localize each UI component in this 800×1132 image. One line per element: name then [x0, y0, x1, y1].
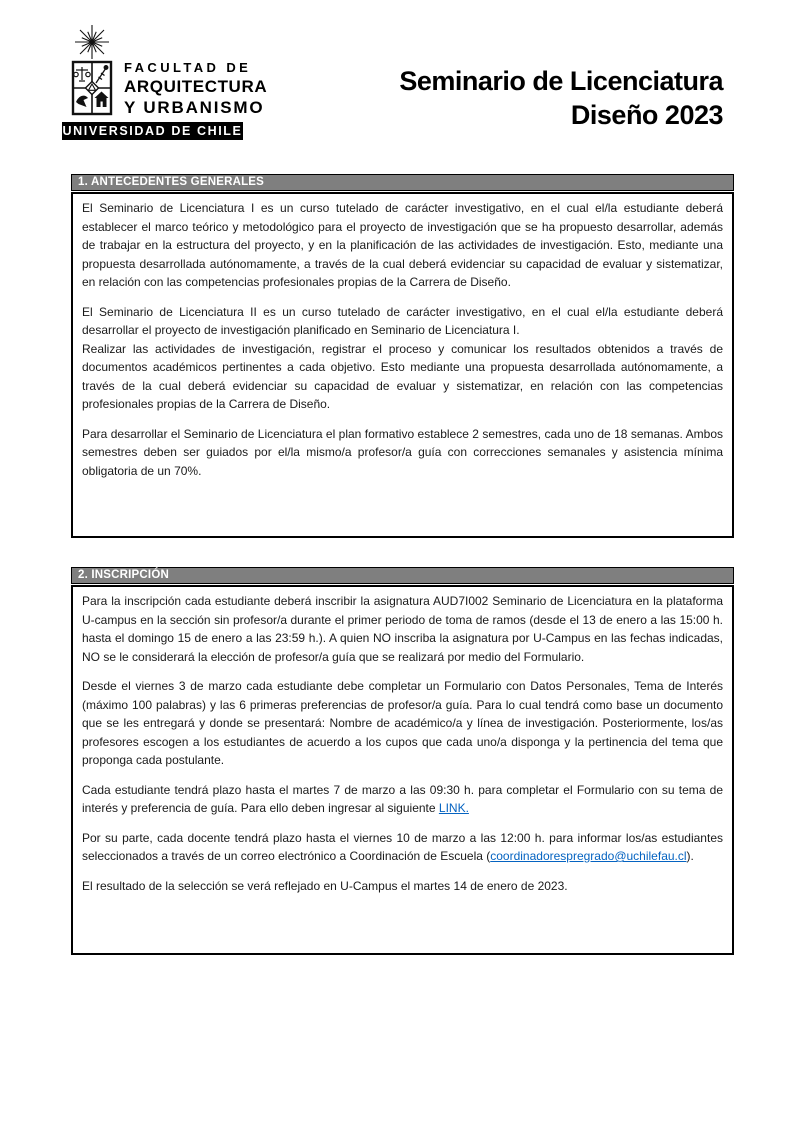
paragraph: Para la inscripción cada estudiante deberá inscribir la asignatura AUD7I002 Seminario de Licenciatura en la plataforma U-campus en la sección sin profesor/a durante el primer periodo de toma de ramos (desde el 13 de enero a las 15:00 h. hasta el domingo 15 de enero a las 23:59 h.). A quien NO inscriba la asignatura por U-Campus en las fechas indicadas, NO se le considerará la elección de profesor/a guía que se realizará por medio del Formulario.	[82, 594, 723, 664]
university-name-bar: UNIVERSIDAD DE CHILE	[62, 124, 243, 138]
faculty-name-line3: Y URBANISMO	[124, 98, 265, 117]
page-title	[399, 64, 723, 132]
paragraph	[82, 781, 723, 818]
university-crest-icon	[60, 22, 124, 118]
form-link[interactable]: LINK.	[438, 801, 469, 815]
paragraph: El Seminario de Licenciatura I es un curso tutelado de carácter investigativo, en el cual el/la estudiante deberá establecer el marco teórico y metodológico para el proyecto de investigación que se ha propuesto desarrollar, además de trabajar en la estructura del proyecto, y en la planificación de las actividades de investigación. Esto, mediante una propuesta desarrollada autónomamente, a través de la cual deberá evidenciar su capacidad de evaluar y sistematizar, en relación con las competencias profesionales propias de la Carrera de Diseño.	[82, 201, 723, 289]
paragraph: El Seminario de Licenciatura II es un curso tutelado de carácter investigativo, en el cual el/la estudiante deberá desarrollar el proyecto de investigación planificado en Seminario de Licenciatura I.	[82, 304, 723, 337]
paragraph-text: Cada estudiante tendrá plazo hasta el martes 7 de marzo a las 09:30 h. para completar el Formulario con su tema de interés y preferencia de guía. Para ello deben ingresar al siguiente	[82, 782, 723, 815]
section-inscripcion	[71, 567, 734, 955]
section-2-body	[71, 585, 734, 955]
page-title-line2: Diseño 2023	[570, 100, 723, 130]
section-1-body	[71, 192, 734, 538]
faculty-name-line2: ARQUITECTURA	[124, 77, 268, 96]
section-1-heading: 1. ANTECEDENTES GENERALES	[71, 174, 734, 191]
paragraph: Realizar las actividades de investigación, registrar el proceso y comunicar los resultados obtenidos a través de documentos académicos pertinentes a cada objetivo. Esto mediante una propuesta desarrollada autónomamente, a través de la cual deberá evidenciar su capacidad de evaluar y sistematizar, en relación con las competencias profesionales propias de la Carrera de Diseño.	[82, 341, 723, 411]
section-2-heading: 2. INSCRIPCIÓN	[71, 567, 734, 584]
paragraph-text: ).	[686, 849, 694, 863]
section-antecedentes-generales	[71, 174, 734, 538]
paragraph: El resultado de la selección se verá reflejado en U-Campus el martes 14 de enero de 2023.	[82, 878, 568, 893]
faculty-name	[124, 60, 267, 117]
page-title-line1: Seminario de Licenciatura	[399, 66, 723, 96]
paragraph: Para desarrollar el Seminario de Licenciatura el plan formativo establece 2 semestres, cada uno de 18 semanas. Ambos semestres deben ser guiados por el/la mismo/a profesor/a guía con correcciones semanales y asistencia mínima obligatoria de un 70%.	[82, 426, 723, 478]
paragraph	[82, 829, 723, 866]
paragraph: Desde el viernes 3 de marzo cada estudiante debe completar un Formulario con Datos Personales, Tema de Interés (máximo 100 palabras) y las 6 primeras preferencias de profesor/a guía. Para lo cual tendrá como base un documento que se les entregará y donde se presentará: Nombre de académico/a y línea de investigación. Posteriormente, los/as profesores escogen a los estudiantes de acuerdo a los cupos que cada uno/a disponga y la pertinencia del tema que proponga cada postulante.	[82, 679, 723, 767]
email-link[interactable]: coordinadorespregrado@uchilefau.cl	[490, 849, 687, 863]
paragraph-text: Por su parte, cada docente tendrá plazo hasta el viernes 10 de marzo a las 12:00 h. para informar los/as estudiantes seleccionados a través de un correo electrónico a Coordinación de Escuela (	[82, 830, 723, 863]
faculty-name-line1: FACULTAD DE	[124, 60, 252, 75]
